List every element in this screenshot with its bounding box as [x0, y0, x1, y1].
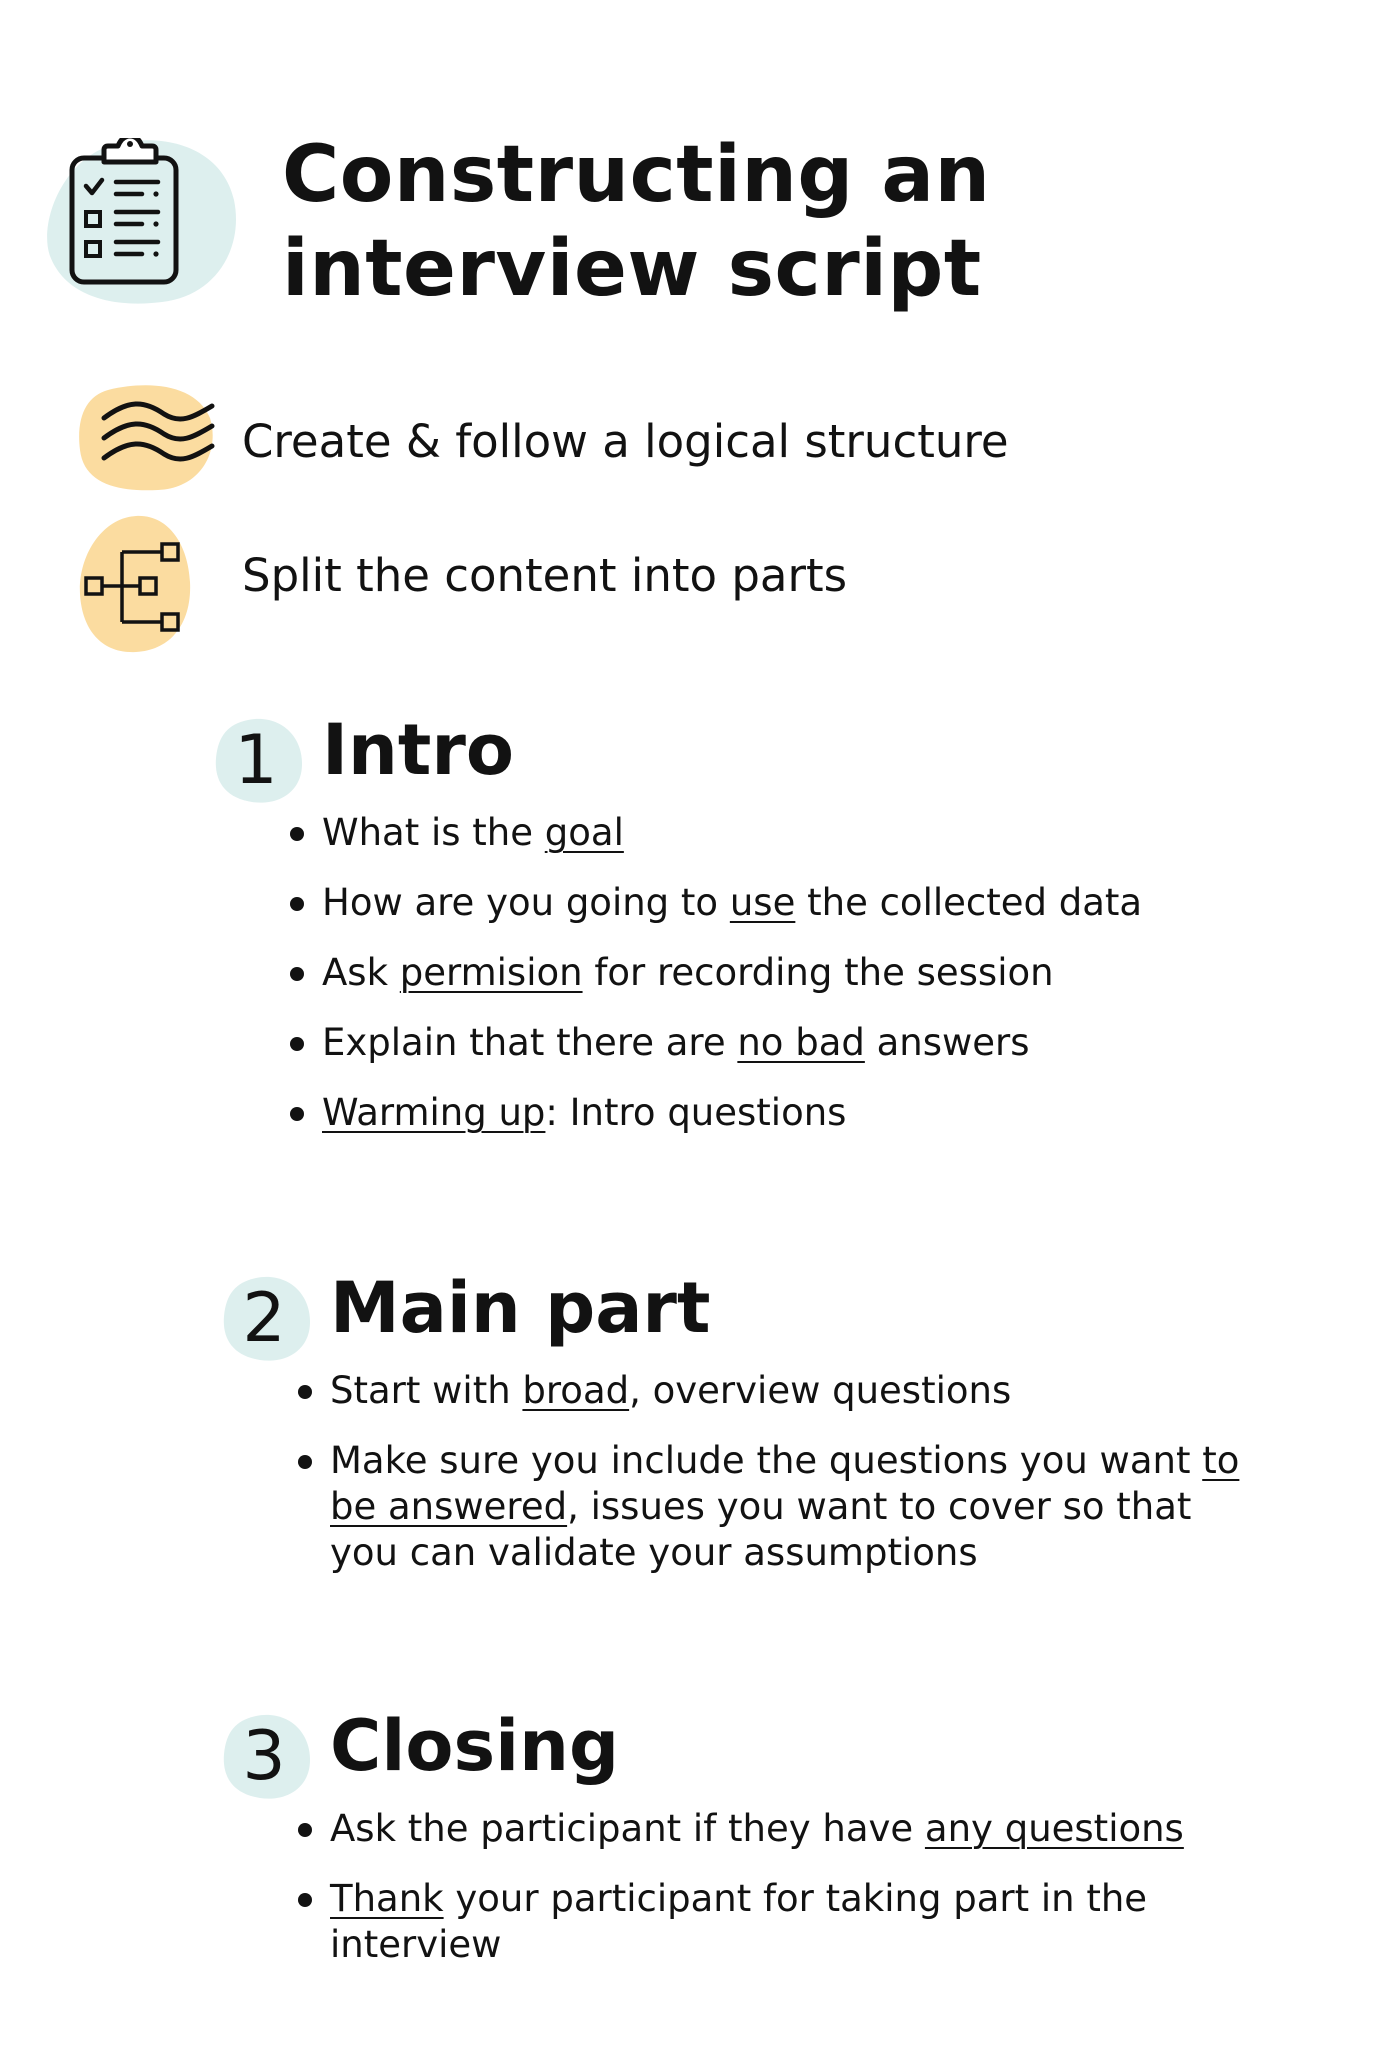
bullet-list	[330, 1368, 1260, 1576]
list-item: Make sure you include the questions you want to be answered, issues you want to cover so that you can validate your assumptions	[330, 1438, 1260, 1576]
hierarchy-icon	[76, 514, 196, 658]
section-number: 3	[242, 1717, 286, 1796]
list-item: How are you going to use the collected data	[322, 880, 1322, 926]
principle-text: Create & follow a logical structure	[242, 415, 1009, 468]
section-number-badge	[222, 1274, 322, 1364]
list-item: Thank your participant for taking part in the interview	[330, 1876, 1260, 1968]
page-title-line-2: interview script	[282, 224, 982, 314]
section-title: Main part	[330, 1267, 711, 1349]
section-title: Closing	[330, 1705, 620, 1787]
section-number-badge	[222, 1712, 322, 1802]
page-title	[282, 128, 1332, 316]
section-number-badge	[214, 716, 314, 806]
list-item: Explain that there are no bad answers	[322, 1020, 1322, 1066]
section-number: 1	[234, 721, 278, 800]
list-item: Ask permision for recording the session	[322, 950, 1322, 996]
list-item: Ask the participant if they have any questions	[330, 1806, 1260, 1852]
principle-text: Split the content into parts	[242, 549, 848, 602]
section-number: 2	[242, 1279, 286, 1358]
list-item: Start with broad, overview questions	[330, 1368, 1260, 1414]
section-title: Intro	[322, 709, 514, 791]
clipboard-checklist-icon	[46, 138, 246, 308]
list-item: What is the goal	[322, 810, 1322, 856]
bullet-list	[330, 1806, 1260, 1968]
waves-icon	[78, 384, 218, 498]
page-title-line-1: Constructing an	[282, 130, 991, 220]
bullet-list	[322, 810, 1322, 1136]
list-item: Warming up: Intro questions	[322, 1090, 1322, 1136]
